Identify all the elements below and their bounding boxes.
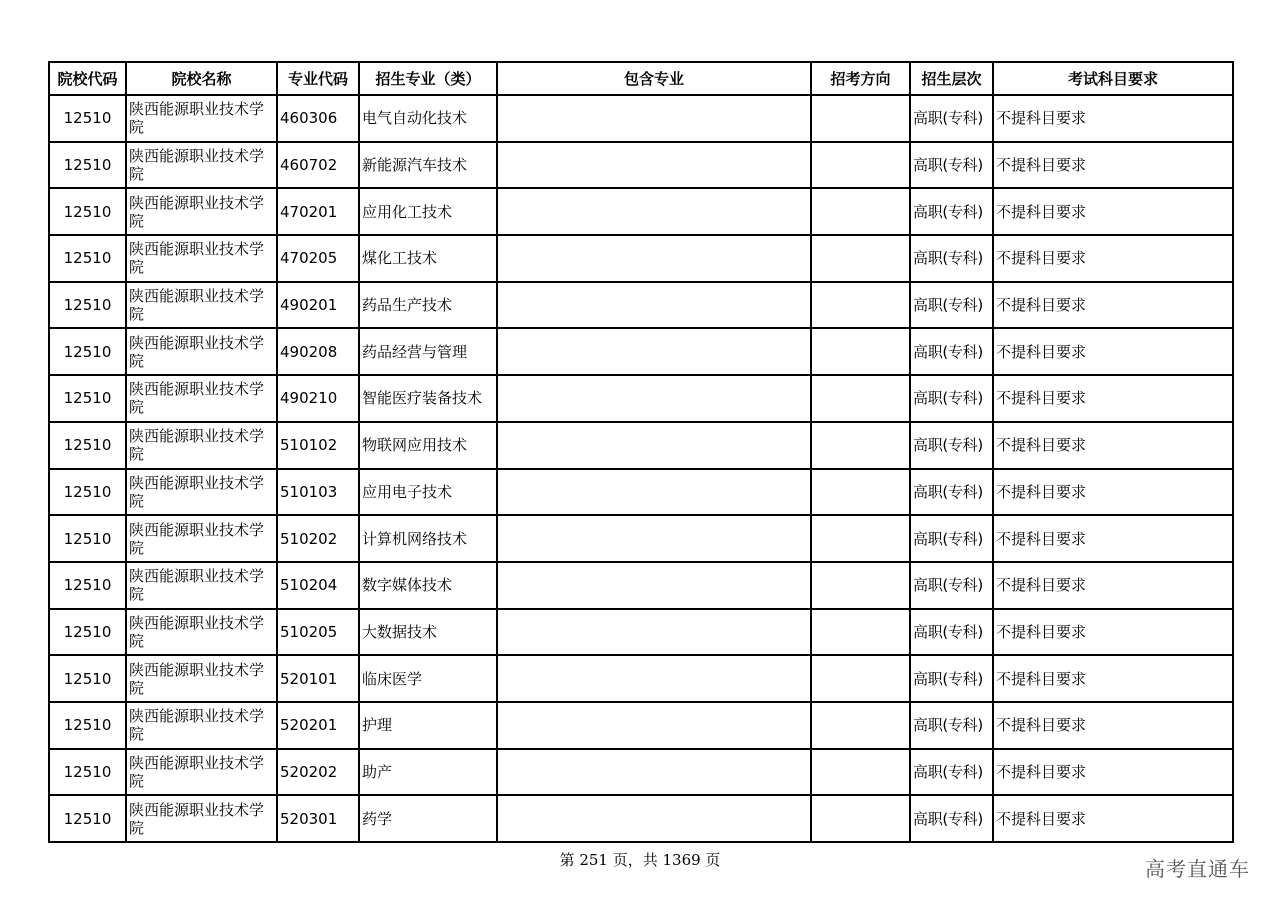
table-row [49,328,1233,375]
cell-included-majors [497,235,811,282]
cell-major: 药品经营与管理 [359,328,497,375]
table-row [49,749,1233,796]
cell-requirement: 不提科目要求 [993,422,1233,469]
cell-direction [811,95,910,142]
cell-requirement: 不提科目要求 [993,515,1233,562]
cell-major-code: 470201 [277,188,359,235]
cell-school-code: 12510 [49,95,126,142]
cell-school-name: 陕西能源职业技术学院 [126,282,277,329]
cell-school-name: 陕西能源职业技术学院 [126,655,277,702]
cell-direction [811,469,910,516]
cell-major: 应用化工技术 [359,188,497,235]
cell-major: 计算机网络技术 [359,515,497,562]
cell-requirement: 不提科目要求 [993,609,1233,656]
admissions-table [48,61,1234,843]
table-row [49,95,1233,142]
watermark-logo: 高考直通车 [1145,857,1250,881]
table-row [49,142,1233,189]
table-row [49,469,1233,516]
header-school-code: 院校代码 [49,62,126,95]
cell-level: 高职(专科) [910,188,993,235]
cell-included-majors [497,469,811,516]
cell-included-majors [497,749,811,796]
cell-major-code: 510103 [277,469,359,516]
cell-major-code: 520201 [277,702,359,749]
cell-level: 高职(专科) [910,142,993,189]
cell-school-code: 12510 [49,422,126,469]
cell-level: 高职(专科) [910,515,993,562]
cell-major-code: 520202 [277,749,359,796]
cell-major: 新能源汽车技术 [359,142,497,189]
cell-school-name: 陕西能源职业技术学院 [126,749,277,796]
cell-school-name: 陕西能源职业技术学院 [126,235,277,282]
cell-major-code: 490208 [277,328,359,375]
cell-level: 高职(专科) [910,609,993,656]
cell-included-majors [497,609,811,656]
cell-major-code: 510204 [277,562,359,609]
cell-school-name: 陕西能源职业技术学院 [126,142,277,189]
cell-school-name: 陕西能源职业技术学院 [126,609,277,656]
cell-school-code: 12510 [49,235,126,282]
cell-included-majors [497,188,811,235]
page-number: 第 251 页，共 1369 页 [559,851,721,869]
cell-school-name: 陕西能源职业技术学院 [126,562,277,609]
cell-school-code: 12510 [49,142,126,189]
cell-requirement: 不提科目要求 [993,749,1233,796]
cell-included-majors [497,702,811,749]
cell-direction [811,188,910,235]
table-row [49,188,1233,235]
cell-requirement: 不提科目要求 [993,95,1233,142]
cell-school-name: 陕西能源职业技术学院 [126,188,277,235]
cell-major: 药学 [359,795,497,842]
cell-level: 高职(专科) [910,702,993,749]
cell-school-code: 12510 [49,375,126,422]
table-row [49,422,1233,469]
cell-major: 药品生产技术 [359,282,497,329]
cell-level: 高职(专科) [910,422,993,469]
cell-requirement: 不提科目要求 [993,795,1233,842]
table-row [49,235,1233,282]
cell-direction [811,609,910,656]
table-row [49,282,1233,329]
header-major: 招生专业（类） [359,62,497,95]
header-level: 招生层次 [910,62,993,95]
cell-requirement: 不提科目要求 [993,142,1233,189]
cell-level: 高职(专科) [910,328,993,375]
cell-requirement: 不提科目要求 [993,235,1233,282]
cell-level: 高职(专科) [910,469,993,516]
cell-major: 大数据技术 [359,609,497,656]
cell-direction [811,562,910,609]
cell-major: 护理 [359,702,497,749]
cell-direction [811,749,910,796]
cell-direction [811,702,910,749]
cell-school-name: 陕西能源职业技术学院 [126,515,277,562]
header-direction: 招考方向 [811,62,910,95]
cell-direction [811,282,910,329]
cell-included-majors [497,515,811,562]
cell-level: 高职(专科) [910,282,993,329]
cell-included-majors [497,422,811,469]
table-row [49,609,1233,656]
cell-major-code: 520301 [277,795,359,842]
cell-major-code: 460306 [277,95,359,142]
table-row [49,562,1233,609]
cell-school-code: 12510 [49,609,126,656]
cell-included-majors [497,562,811,609]
cell-school-code: 12510 [49,188,126,235]
cell-direction [811,515,910,562]
table-row [49,795,1233,842]
cell-school-code: 12510 [49,702,126,749]
cell-direction [811,795,910,842]
cell-school-name: 陕西能源职业技术学院 [126,422,277,469]
cell-major-code: 460702 [277,142,359,189]
cell-major-code: 510205 [277,609,359,656]
cell-direction [811,142,910,189]
cell-requirement: 不提科目要求 [993,375,1233,422]
cell-level: 高职(专科) [910,235,993,282]
cell-major: 智能医疗装备技术 [359,375,497,422]
cell-school-code: 12510 [49,515,126,562]
cell-school-name: 陕西能源职业技术学院 [126,469,277,516]
header-school-name: 院校名称 [126,62,277,95]
header-included-majors: 包含专业 [497,62,811,95]
cell-major-code: 510102 [277,422,359,469]
cell-school-name: 陕西能源职业技术学院 [126,702,277,749]
cell-requirement: 不提科目要求 [993,469,1233,516]
cell-major-code: 520101 [277,655,359,702]
cell-school-code: 12510 [49,795,126,842]
cell-requirement: 不提科目要求 [993,702,1233,749]
cell-major: 应用电子技术 [359,469,497,516]
cell-included-majors [497,795,811,842]
cell-included-majors [497,655,811,702]
cell-level: 高职(专科) [910,655,993,702]
cell-requirement: 不提科目要求 [993,188,1233,235]
header-row [49,62,1233,95]
cell-major-code: 490201 [277,282,359,329]
cell-school-code: 12510 [49,469,126,516]
header-requirement: 考试科目要求 [993,62,1233,95]
cell-school-code: 12510 [49,282,126,329]
cell-direction [811,235,910,282]
cell-direction [811,375,910,422]
cell-major-code: 490210 [277,375,359,422]
cell-school-code: 12510 [49,655,126,702]
cell-direction [811,328,910,375]
cell-major-code: 510202 [277,515,359,562]
cell-major: 助产 [359,749,497,796]
cell-requirement: 不提科目要求 [993,655,1233,702]
cell-level: 高职(专科) [910,95,993,142]
cell-level: 高职(专科) [910,562,993,609]
table-row [49,655,1233,702]
cell-school-code: 12510 [49,328,126,375]
cell-included-majors [497,375,811,422]
cell-requirement: 不提科目要求 [993,562,1233,609]
table-body [49,95,1233,842]
table-row [49,515,1233,562]
table-row [49,702,1233,749]
cell-school-name: 陕西能源职业技术学院 [126,328,277,375]
cell-school-name: 陕西能源职业技术学院 [126,375,277,422]
cell-major-code: 470205 [277,235,359,282]
cell-school-code: 12510 [49,562,126,609]
cell-level: 高职(专科) [910,749,993,796]
cell-major: 数字媒体技术 [359,562,497,609]
table-row [49,375,1233,422]
cell-level: 高职(专科) [910,375,993,422]
cell-direction [811,655,910,702]
cell-included-majors [497,142,811,189]
cell-requirement: 不提科目要求 [993,282,1233,329]
cell-direction [811,422,910,469]
cell-school-name: 陕西能源职业技术学院 [126,95,277,142]
cell-major: 临床医学 [359,655,497,702]
cell-included-majors [497,328,811,375]
cell-level: 高职(专科) [910,795,993,842]
cell-school-code: 12510 [49,749,126,796]
cell-major: 电气自动化技术 [359,95,497,142]
cell-requirement: 不提科目要求 [993,328,1233,375]
cell-major: 物联网应用技术 [359,422,497,469]
header-major-code: 专业代码 [277,62,359,95]
cell-included-majors [497,282,811,329]
cell-major: 煤化工技术 [359,235,497,282]
cell-school-name: 陕西能源职业技术学院 [126,795,277,842]
cell-included-majors [497,95,811,142]
